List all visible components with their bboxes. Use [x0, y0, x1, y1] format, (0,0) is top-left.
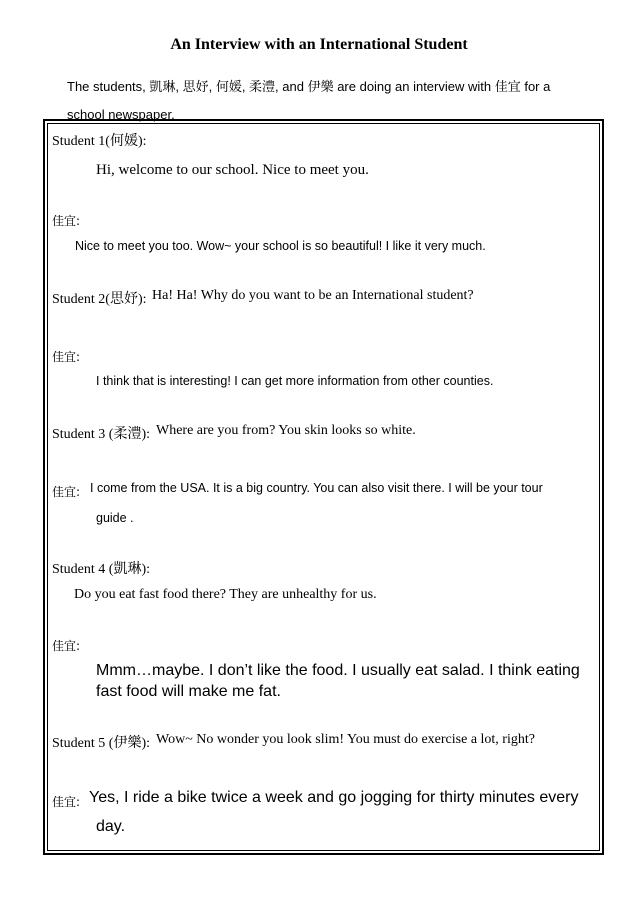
speaker-jiayi-1: 佳宜:: [52, 214, 81, 228]
line-student-3: Where are you from? You skin looks so white.: [156, 423, 416, 438]
line-jiayi-2: I think that is interesting! I can get more information from other counties.: [96, 374, 494, 388]
line-jiayi-5-cont: day.: [96, 818, 126, 835]
speaker-student-4: Student 4 (凱琳):: [52, 562, 150, 577]
line-jiayi-3-cont: guide .: [96, 511, 134, 525]
speaker-student-5: Student 5 (伊樂):: [52, 736, 150, 751]
intro-line-2: school newspaper.: [67, 107, 175, 122]
line-student-5: Wow~ No wonder you look slim! You must do exercise a lot, right?: [156, 732, 535, 747]
line-jiayi-5: Yes, I ride a bike twice a week and go jogging for thirty minutes every: [89, 789, 579, 806]
speaker-student-2: Student 2(思妤):: [52, 292, 147, 307]
line-student-1: Hi, welcome to our school. Nice to meet you.: [96, 162, 369, 178]
line-jiayi-1: Nice to meet you too. Wow~ your school is so beautiful! I like it very much.: [75, 239, 486, 253]
line-student-2: Ha! Ha! Why do you want to be an International student?: [152, 288, 474, 303]
line-jiayi-4-cont: fast food will make me fat.: [96, 683, 281, 700]
line-student-4: Do you eat fast food there? They are unhealthy for us.: [74, 587, 377, 602]
speaker-jiayi-4: 佳宜:: [52, 639, 81, 653]
speaker-jiayi-5: 佳宜:: [52, 795, 81, 809]
line-jiayi-3: I come from the USA. It is a big country. You can also visit there. I will be your tour: [90, 481, 543, 495]
speaker-jiayi-3: 佳宜:: [52, 485, 81, 499]
page-title: An Interview with an International Student: [170, 36, 468, 53]
speaker-student-3: Student 3 (柔澧):: [52, 427, 150, 442]
line-jiayi-4: Mmm…maybe. I don’t like the food. I usually eat salad. I think eating: [96, 662, 580, 679]
speaker-student-1: Student 1(何媛):: [52, 134, 147, 149]
speaker-jiayi-2: 佳宜:: [52, 350, 81, 364]
intro-line-1: The students, 凱琳, 思妤, 何媛, 柔澧, and 伊樂 are doing an interview with 佳宜 for a: [67, 79, 551, 94]
